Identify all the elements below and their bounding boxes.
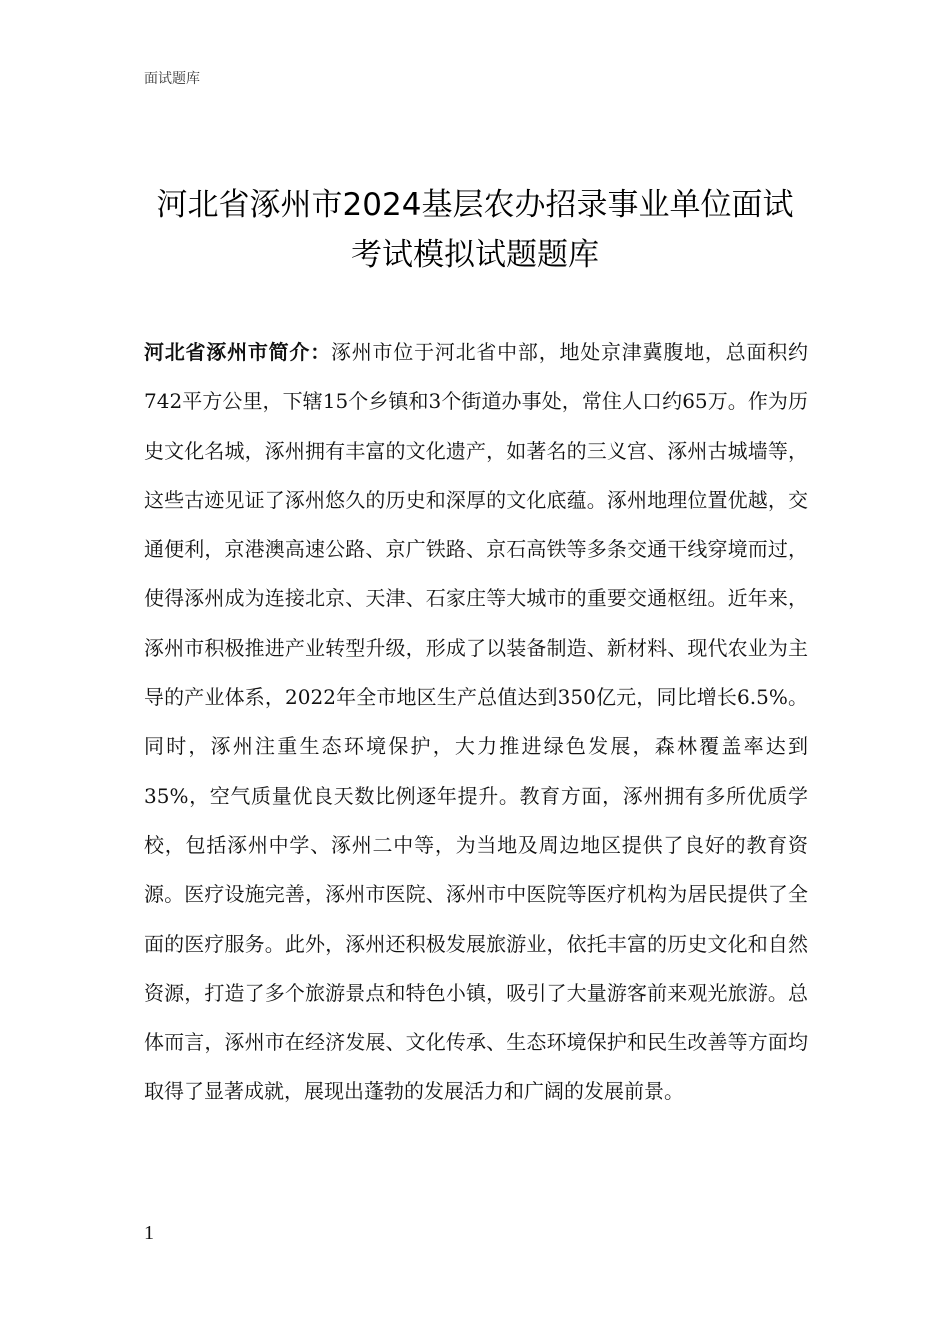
document-title-line-2: 考试模拟试题题库 — [351, 237, 599, 273]
document-title-line-1: 河北省涿州市2024基层农办招录事业单位面试 — [156, 187, 794, 223]
intro-label: 河北省涿州市简介： — [144, 340, 331, 364]
document-title — [100, 180, 850, 280]
intro-paragraph — [144, 328, 808, 1117]
intro-text: 涿州市位于河北省中部，地处京津冀腹地，总面积约742平方公里，下辖15个乡镇和3个街道办事处，常住人口约65万。作为历史文化名城，涿州拥有丰富的文化遗产，如著名的三义宫、涿州古城墙等，这些古迹见证了涿州悠久的历史和深厚的文化底蕴。涿州地理位置优越，交通便利，京港澳高速公路、京广铁路、京石高铁等多条交通干线穿境而过，使得涿州成为连接北京、天津、石家庄等大城市的重要交通枢纽。近年来，涿州市积极推进产业转型升级，形成了以装备制造、新材料、现代农业为主导的产业体系，2022年全市地区生产总值达到350亿元，同比增长6.5%。同时，涿州注重生态环境保护，大力推进绿色发展，森林覆盖率达到35%，空气质量优良天数比例逐年提升。教育方面，涿州拥有多所优质学校，包括涿州中学、涿州二中等，为当地及周边地区提供了良好的教育资源。医疗设施完善，涿州市医院、涿州市中医院等医疗机构为居民提供了全面的医疗服务。此外，涿州还积极发展旅游业，依托丰富的历史文化和自然资源，打造了多个旅游景点和特色小镇，吸引了大量游客前来观光旅游。总体而言，涿州市在经济发展、文化传承、生态环境保护和民生改善等方面均取得了显著成就，展现出蓬勃的发展活力和广阔的发展前景。 — [144, 340, 809, 1104]
page-number: 1 — [144, 1222, 154, 1244]
header-label: 面试题库 — [144, 71, 200, 87]
